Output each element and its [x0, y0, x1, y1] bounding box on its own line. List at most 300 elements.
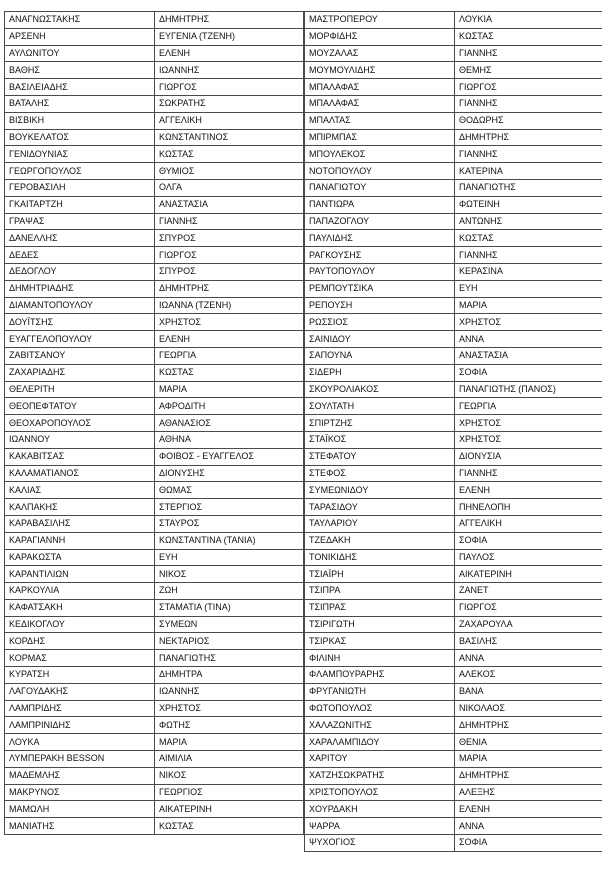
surname-cell: ΚΕΔΙΚΟΓΛΟΥ — [5, 616, 155, 633]
first-name-cell: ΓΙΑΝΝΗΣ — [455, 146, 602, 163]
first-name-cell: ΑΝΝΑ — [455, 818, 602, 835]
surname-cell: ΣΥΜΕΩΝΙΔΟΥ — [305, 482, 455, 499]
first-name-cell: ΘΟΔΩΡΗΣ — [455, 112, 602, 129]
table-row — [305, 835, 602, 852]
table-row — [305, 196, 602, 213]
table-row — [305, 683, 602, 700]
first-name-cell: ΘΥΜΙΟΣ — [155, 163, 304, 180]
first-name-cell: ΑΓΓΕΛΙΚΗ — [455, 515, 602, 532]
surname-cell: ΧΑΡΙΤΟΥ — [305, 751, 455, 768]
first-name-cell: ΑΙΜΙΛΙΑ — [155, 751, 304, 768]
table-row — [305, 448, 602, 465]
first-name-cell: ΓΙΩΡΓΟΣ — [155, 79, 304, 96]
surname-cell: ΣΑΠΟΥΝΑ — [305, 347, 455, 364]
surname-cell: ΖΑΒΙΤΣΑΝΟΥ — [5, 347, 155, 364]
first-name-cell: ΔΙΟΝΥΣΙΑ — [455, 448, 602, 465]
table-row — [305, 667, 602, 684]
surname-cell: ΔΕΔΟΓΛΟΥ — [5, 263, 155, 280]
first-name-cell: ΓΙΩΡΓΟΣ — [155, 247, 304, 264]
surname-cell: ΒΙΣΒΙΚΗ — [5, 112, 155, 129]
table-row — [305, 499, 602, 516]
surname-cell: ΡΕΠΟΥΣΗ — [305, 297, 455, 314]
first-name-cell: ΧΡΗΣΤΟΣ — [455, 415, 602, 432]
surname-cell: ΔΕΔΕΣ — [5, 247, 155, 264]
surname-cell: ΙΩΑΝΝΟΥ — [5, 431, 155, 448]
surname-cell: ΚΑΛΙΑΣ — [5, 482, 155, 499]
table-row — [5, 583, 304, 600]
surname-cell: ΜΠΑΛΤΑΣ — [305, 112, 455, 129]
table-row — [305, 415, 602, 432]
surname-cell: ΓΕΩΡΓΟΠΟΥΛΟΣ — [5, 163, 155, 180]
surname-cell: ΡΕΜΠΟΥΤΣΙΚΑ — [305, 280, 455, 297]
table-row — [305, 717, 602, 734]
surname-cell: ΤΣΙΑΪΡΗ — [305, 566, 455, 583]
table-row — [5, 129, 304, 146]
surname-cell: ΤΖΕΔΑΚΗ — [305, 532, 455, 549]
first-name-cell: ΧΡΗΣΤΟΣ — [455, 314, 602, 331]
surname-cell: ΦΩΤΟΠΟΥΛΟΣ — [305, 700, 455, 717]
first-name-cell: ΣΟΦΙΑ — [455, 532, 602, 549]
surname-cell: ΔΑΝΕΛΛΗΣ — [5, 230, 155, 247]
first-name-cell: ΖΩΗ — [155, 583, 304, 600]
surname-cell: ΤΣΙΡΙΓΩΤΗ — [305, 616, 455, 633]
table-row — [5, 499, 304, 516]
surname-cell: ΘΕΛΕΡΙΤΗ — [5, 381, 155, 398]
surname-cell: ΚΑΡΑΝΤΙΛΙΩΝ — [5, 566, 155, 583]
names-table-right-body — [305, 12, 602, 852]
first-name-cell: ΚΩΣΤΑΣ — [155, 146, 304, 163]
table-row — [305, 583, 602, 600]
table-row — [5, 431, 304, 448]
first-name-cell: ΧΡΗΣΤΟΣ — [155, 700, 304, 717]
first-name-cell: ΑΛΕΚΟΣ — [455, 667, 602, 684]
surname-cell: ΔΟΥΪΤΣΗΣ — [5, 314, 155, 331]
first-name-cell: ΑΝΤΩΝΗΣ — [455, 213, 602, 230]
surname-cell: ΕΥΑΓΓΕΛΟΠΟΥΛΟΥ — [5, 331, 155, 348]
first-name-cell: ΑΘΑΝΑΣΙΟΣ — [155, 415, 304, 432]
first-name-cell: ΚΩΣΤΑΣ — [155, 818, 304, 835]
table-row — [5, 616, 304, 633]
surname-cell: ΜΟΥΖΑΛΑΣ — [305, 45, 455, 62]
table-row — [305, 767, 602, 784]
surname-cell: ΤΟΝΙΚΙΔΗΣ — [305, 549, 455, 566]
table-row — [305, 549, 602, 566]
table-row — [305, 129, 602, 146]
first-name-cell: ΓΙΩΡΓΟΣ — [455, 599, 602, 616]
surname-cell: ΛΑΜΠΡΙΝΙΔΗΣ — [5, 717, 155, 734]
first-name-cell: ΓΙΑΝΝΗΣ — [455, 247, 602, 264]
surname-cell: ΓΕΡΟΒΑΣΙΛΗ — [5, 179, 155, 196]
surname-cell: ΧΑΛΑΖΩΝΙΤΗΣ — [305, 717, 455, 734]
table-row — [5, 767, 304, 784]
first-name-cell: ΖΑΝΕΤ — [455, 583, 602, 600]
first-name-cell: ΑΙΚΑΤΕΡΙΝΗ — [455, 566, 602, 583]
table-row — [305, 700, 602, 717]
first-name-cell: ΘΕΝΙΑ — [455, 734, 602, 751]
surname-cell: ΚΑΡΑΚΩΣΤΑ — [5, 549, 155, 566]
table-row — [5, 247, 304, 264]
first-name-cell: ΣΟΦΙΑ — [455, 364, 602, 381]
surname-cell: ΔΙΑΜΑΝΤΟΠΟΥΛΟΥ — [5, 297, 155, 314]
table-row — [5, 79, 304, 96]
first-name-cell: ΠΑΝΑΓΙΩΤΗΣ — [455, 179, 602, 196]
surname-cell: ΠΑΥΛΙΔΗΣ — [305, 230, 455, 247]
surname-cell: ΚΑΚΑΒΙΤΣΑΣ — [5, 448, 155, 465]
table-row — [5, 784, 304, 801]
surname-cell: ΨΥΧΟΓΙΟΣ — [305, 835, 455, 852]
first-name-cell: ΑΘΗΝΑ — [155, 431, 304, 448]
table-row — [305, 331, 602, 348]
surname-cell: ΜΑΣΤΡΟΠΕΡΟΥ — [305, 12, 455, 29]
table-row — [305, 247, 602, 264]
first-name-cell: ΠΑΝΑΓΙΩΤΗΣ (ΠΑΝΟΣ) — [455, 381, 602, 398]
surname-cell: ΚΥΡΑΤΣΗ — [5, 667, 155, 684]
table-row — [305, 465, 602, 482]
surname-cell: ΜΠΟΥΛΕΚΟΣ — [305, 146, 455, 163]
table-row — [5, 297, 304, 314]
first-name-cell: ΓΙΑΝΝΗΣ — [155, 213, 304, 230]
table-row — [5, 700, 304, 717]
surname-cell: ΣΤΑΪΚΟΣ — [305, 431, 455, 448]
table-row — [305, 633, 602, 650]
table-row — [305, 179, 602, 196]
table-row — [305, 482, 602, 499]
table-row — [5, 566, 304, 583]
table-row — [5, 482, 304, 499]
surname-cell: ΤΑΥΛΑΡΙΟΥ — [305, 515, 455, 532]
first-name-cell: ΑΝΝΑ — [455, 331, 602, 348]
table-row — [305, 751, 602, 768]
surname-cell: ΓΡΑΨΑΣ — [5, 213, 155, 230]
surname-cell: ΠΑΝΑΓΙΩΤΟΥ — [305, 179, 455, 196]
first-name-cell: ΓΕΩΡΓΙΑ — [155, 347, 304, 364]
table-row — [305, 146, 602, 163]
table-row — [5, 448, 304, 465]
surname-cell: ΚΑΡΚΟΥΛΙΑ — [5, 583, 155, 600]
surname-cell: ΚΟΡΜΑΣ — [5, 650, 155, 667]
first-name-cell: ΔΗΜΗΤΡΑ — [155, 667, 304, 684]
first-name-cell: ΚΑΤΕΡΙΝΑ — [455, 163, 602, 180]
surname-cell: ΒΟΥΚΕΛΑΤΟΣ — [5, 129, 155, 146]
table-row — [5, 818, 304, 835]
table-row — [305, 347, 602, 364]
surname-cell: ΣΠΙΡΤΖΗΣ — [305, 415, 455, 432]
table-row — [5, 347, 304, 364]
table-row — [5, 146, 304, 163]
first-name-cell: ΦΩΤΕΙΝΗ — [455, 196, 602, 213]
table-row — [305, 263, 602, 280]
table-row — [305, 616, 602, 633]
table-row — [5, 801, 304, 818]
first-name-cell: ΦΩΤΗΣ — [155, 717, 304, 734]
surname-cell: ΚΑΛΑΜΑΤΙΑΝΟΣ — [5, 465, 155, 482]
first-name-cell: ΜΑΡΙΑ — [455, 751, 602, 768]
names-table-right — [304, 11, 602, 852]
surname-cell: ΨΑΡΡΑ — [305, 818, 455, 835]
table-row — [305, 314, 602, 331]
surname-cell: ΧΑΡΑΛΑΜΠΙΔΟΥ — [305, 734, 455, 751]
first-name-cell: ΕΛΕΝΗ — [455, 482, 602, 499]
table-row — [305, 784, 602, 801]
table-row — [5, 515, 304, 532]
first-name-cell: ΠΑΥΛΟΣ — [455, 549, 602, 566]
table-row — [5, 398, 304, 415]
table-row — [305, 599, 602, 616]
surname-cell: ΜΑΚΡΥΝΟΣ — [5, 784, 155, 801]
table-row — [5, 667, 304, 684]
surname-cell: ΔΗΜΗΤΡΙΑΔΗΣ — [5, 280, 155, 297]
first-name-cell: ΕΥΗ — [455, 280, 602, 297]
table-row — [5, 381, 304, 398]
surname-cell: ΚΑΦΑΤΣΑΚΗ — [5, 599, 155, 616]
surname-cell: ΜΠΙΡΜΠΑΣ — [305, 129, 455, 146]
surname-cell: ΦΛΑΜΠΟΥΡΑΡΗΣ — [305, 667, 455, 684]
first-name-cell: ΣΤΕΡΓΙΟΣ — [155, 499, 304, 516]
table-row — [5, 650, 304, 667]
first-name-cell: ΔΗΜΗΤΡΗΣ — [455, 129, 602, 146]
table-row — [5, 45, 304, 62]
first-name-cell: ΓΙΑΝΝΗΣ — [455, 45, 602, 62]
first-name-cell: ΔΗΜΗΤΡΗΣ — [455, 717, 602, 734]
table-row — [5, 751, 304, 768]
table-row — [305, 112, 602, 129]
first-name-cell: ΜΑΡΙΑ — [455, 297, 602, 314]
surname-cell: ΛΥΜΠΕΡΑΚΗ BESSON — [5, 751, 155, 768]
first-name-cell: ΧΡΗΣΤΟΣ — [455, 431, 602, 448]
surname-cell: ΤΣΙΠΡΑΣ — [305, 599, 455, 616]
table-row — [305, 515, 602, 532]
first-name-cell: ΝΙΚΟΛΑΟΣ — [455, 700, 602, 717]
first-name-cell: ΓΙΩΡΓΟΣ — [455, 79, 602, 96]
table-row — [5, 179, 304, 196]
table-row — [5, 112, 304, 129]
first-name-cell: ΙΩΑΝΝΗΣ — [155, 683, 304, 700]
table-row — [5, 364, 304, 381]
first-name-cell: ΣΠΥΡΟΣ — [155, 230, 304, 247]
first-name-cell: ΕΥΓΕΝΙΑ (ΤΖΕΝΗ) — [155, 28, 304, 45]
names-table-left-body — [5, 12, 304, 835]
names-table-left — [4, 11, 304, 835]
table-row — [305, 364, 602, 381]
table-row — [5, 415, 304, 432]
surname-cell: ΚΟΡΔΗΣ — [5, 633, 155, 650]
first-name-cell: ΑΝΑΣΤΑΣΙΑ — [455, 347, 602, 364]
first-name-cell: ΙΩΑΝΝΑ (ΤΖΕΝΗ) — [155, 297, 304, 314]
table-row — [305, 297, 602, 314]
first-name-cell: ΚΩΝΣΤΑΝΤΙΝΑ (ΤΑΝΙΑ) — [155, 532, 304, 549]
first-name-cell: ΦΟΙΒΟΣ - ΕΥΑΓΓΕΛΟΣ — [155, 448, 304, 465]
surname-cell: ΣΑΙΝΙΔΟΥ — [305, 331, 455, 348]
surname-cell: ΒΑΣΙΛΕΙΑΔΗΣ — [5, 79, 155, 96]
surname-cell: ΡΑΓΚΟΥΣΗΣ — [305, 247, 455, 264]
surname-cell: ΣΟΥΛΤΑΤΗ — [305, 398, 455, 415]
first-name-cell: ΣΟΦΙΑ — [455, 835, 602, 852]
table-row — [305, 280, 602, 297]
table-row — [5, 62, 304, 79]
surname-cell: ΛΟΥΚΑ — [5, 734, 155, 751]
table-row — [305, 230, 602, 247]
surname-cell: ΠΑΝΤΙΩΡΑ — [305, 196, 455, 213]
first-name-cell: ΔΙΟΝΥΣΗΣ — [155, 465, 304, 482]
table-row — [305, 12, 602, 29]
first-name-cell: ΒΑΝΑ — [455, 683, 602, 700]
surname-cell: ΑΡΣΕΝΗ — [5, 28, 155, 45]
table-row — [5, 532, 304, 549]
surname-cell: ΜΟΡΦΙΔΗΣ — [305, 28, 455, 45]
first-name-cell: ΑΦΡΟΔΙΤΗ — [155, 398, 304, 415]
table-row — [305, 431, 602, 448]
table-row — [5, 683, 304, 700]
surname-cell: ΖΑΧΑΡΙΑΔΗΣ — [5, 364, 155, 381]
first-name-cell: ΣΥΜΕΩΝ — [155, 616, 304, 633]
surname-cell: ΒΑΘΗΣ — [5, 62, 155, 79]
first-name-cell: ΙΩΑΝΝΗΣ — [155, 62, 304, 79]
first-name-cell: ΝΙΚΟΣ — [155, 767, 304, 784]
first-name-cell: ΑΝΑΣΤΑΣΙΑ — [155, 196, 304, 213]
first-name-cell: ΠΑΝΑΓΙΩΤΗΣ — [155, 650, 304, 667]
table-row — [305, 381, 602, 398]
surname-cell: ΠΑΠΑΖΟΓΛΟΥ — [305, 213, 455, 230]
surname-cell: ΡΩΣΣΙΟΣ — [305, 314, 455, 331]
table-row — [5, 213, 304, 230]
table-row — [5, 12, 304, 29]
table-row — [305, 62, 602, 79]
first-name-cell: ΑΛΕΞΗΣ — [455, 784, 602, 801]
table-row — [5, 163, 304, 180]
surname-cell: ΜΑΜΩΛΗ — [5, 801, 155, 818]
table-row — [5, 331, 304, 348]
table-row — [5, 263, 304, 280]
table-row — [305, 532, 602, 549]
surname-cell: ΘΕΟΠΕΦΤΑΤΟΥ — [5, 398, 155, 415]
first-name-cell: ΚΩΝΣΤΑΝΤΙΝΟΣ — [155, 129, 304, 146]
first-name-cell: ΕΛΕΝΗ — [455, 801, 602, 818]
table-row — [305, 734, 602, 751]
first-name-cell: ΧΡΗΣΤΟΣ — [155, 314, 304, 331]
surname-cell: ΛΑΓΟΥΔΑΚΗΣ — [5, 683, 155, 700]
surname-cell: ΜΠΑΛΑΦΑΣ — [305, 79, 455, 96]
table-row — [5, 196, 304, 213]
first-name-cell: ΔΗΜΗΤΡΗΣ — [155, 12, 304, 29]
surname-cell: ΝΟΤΟΠΟΥΛΟΥ — [305, 163, 455, 180]
surname-cell: ΡΑΥΤΟΠΟΥΛΟΥ — [305, 263, 455, 280]
surname-cell: ΤΣΙΠΡΑ — [305, 583, 455, 600]
surname-cell: ΜΠΑΛΑΦΑΣ — [305, 95, 455, 112]
surname-cell: ΑΝΑΓΝΩΣΤΑΚΗΣ — [5, 12, 155, 29]
table-row — [5, 633, 304, 650]
first-name-cell: ΟΛΓΑ — [155, 179, 304, 196]
first-name-cell: ΚΕΡΑΣΙΝΑ — [455, 263, 602, 280]
first-name-cell: ΑΝΝΑ — [455, 650, 602, 667]
first-name-cell: ΘΕΜΗΣ — [455, 62, 602, 79]
first-name-cell: ΕΥΗ — [155, 549, 304, 566]
table-row — [305, 79, 602, 96]
surname-cell: ΦΡΥΓΑΝΙΩΤΗ — [305, 683, 455, 700]
table-row — [5, 717, 304, 734]
surname-cell: ΜΟΥΜΟΥΛΙΔΗΣ — [305, 62, 455, 79]
first-name-cell: ΖΑΧΑΡΟΥΛΑ — [455, 616, 602, 633]
surname-cell: ΓΚΑΙΤΑΡΤΖΗ — [5, 196, 155, 213]
table-row — [305, 45, 602, 62]
table-row — [5, 734, 304, 751]
surname-cell: ΣΙΔΕΡΗ — [305, 364, 455, 381]
surname-cell: ΚΑΡΑΒΑΣΙΛΗΣ — [5, 515, 155, 532]
table-row — [305, 650, 602, 667]
surname-cell: ΛΑΜΠΡΙΔΗΣ — [5, 700, 155, 717]
table-row — [5, 465, 304, 482]
table-row — [305, 28, 602, 45]
first-name-cell: ΣΩΚΡΑΤΗΣ — [155, 95, 304, 112]
first-name-cell: ΕΛΕΝΗ — [155, 45, 304, 62]
surname-cell: ΧΑΤΖΗΣΩΚΡΑΤΗΣ — [305, 767, 455, 784]
first-name-cell: ΓΙΑΝΝΗΣ — [455, 465, 602, 482]
surname-cell: ΑΥΛΩΝΙΤΟΥ — [5, 45, 155, 62]
first-name-cell: ΚΩΣΤΑΣ — [455, 230, 602, 247]
surname-cell: ΣΤΕΦΑΤΟΥ — [305, 448, 455, 465]
surname-cell: ΓΕΝΙΔΟΥΝΙΑΣ — [5, 146, 155, 163]
table-row — [305, 95, 602, 112]
table-row — [305, 213, 602, 230]
table-row — [5, 549, 304, 566]
table-row — [5, 314, 304, 331]
first-name-cell: ΓΕΩΡΓΙΑ — [455, 398, 602, 415]
first-name-cell: ΓΕΩΡΓΙΟΣ — [155, 784, 304, 801]
first-name-cell: ΕΛΕΝΗ — [155, 331, 304, 348]
first-name-cell: ΛΟΥΚΙΑ — [455, 12, 602, 29]
first-name-cell: ΚΩΣΤΑΣ — [155, 364, 304, 381]
surname-cell: ΤΑΡΑΣΙΔΟΥ — [305, 499, 455, 516]
surname-cell: ΚΑΡΑΓΙΑΝΝΗ — [5, 532, 155, 549]
table-row — [305, 398, 602, 415]
surname-cell: ΣΚΟΥΡΟΛΙΑΚΟΣ — [305, 381, 455, 398]
first-name-cell: ΣΠΥΡΟΣ — [155, 263, 304, 280]
first-name-cell: ΣΤΑΜΑΤΙΑ (ΤΙΝΑ) — [155, 599, 304, 616]
table-row — [5, 599, 304, 616]
first-name-cell: ΚΩΣΤΑΣ — [455, 28, 602, 45]
first-name-cell: ΔΗΜΗΤΡΗΣ — [155, 280, 304, 297]
table-row — [305, 801, 602, 818]
first-name-cell: ΣΤΑΥΡΟΣ — [155, 515, 304, 532]
first-name-cell: ΒΑΣΙΛΗΣ — [455, 633, 602, 650]
surname-cell: ΦΙΛΙΝΗ — [305, 650, 455, 667]
first-name-cell: ΔΗΜΗΤΡΗΣ — [455, 767, 602, 784]
first-name-cell: ΘΩΜΑΣ — [155, 482, 304, 499]
first-name-cell: ΓΙΑΝΝΗΣ — [455, 95, 602, 112]
table-row — [5, 230, 304, 247]
first-name-cell: ΝΙΚΟΣ — [155, 566, 304, 583]
surname-cell: ΚΑΛΠΑΚΗΣ — [5, 499, 155, 516]
surname-cell: ΤΣΙΡΚΑΣ — [305, 633, 455, 650]
first-name-cell: ΜΑΡΙΑ — [155, 734, 304, 751]
table-row — [5, 95, 304, 112]
table-row — [305, 818, 602, 835]
first-name-cell: ΠΗΝΕΛΟΠΗ — [455, 499, 602, 516]
surname-cell: ΜΑΝΙΑΤΗΣ — [5, 818, 155, 835]
table-row — [305, 163, 602, 180]
first-name-cell: ΑΙΚΑΤΕΡΙΝΗ — [155, 801, 304, 818]
table-row — [305, 566, 602, 583]
first-name-cell: ΝΕΚΤΑΡΙΟΣ — [155, 633, 304, 650]
surname-cell: ΣΤΕΦΟΣ — [305, 465, 455, 482]
first-name-cell: ΑΓΓΕΛΙΚΗ — [155, 112, 304, 129]
surname-cell: ΘΕΟΧΑΡΟΠΟΥΛΟΣ — [5, 415, 155, 432]
surname-cell: ΜΑΔΕΜΛΗΣ — [5, 767, 155, 784]
surname-cell: ΒΑΤΑΛΗΣ — [5, 95, 155, 112]
table-row — [5, 28, 304, 45]
table-row — [5, 280, 304, 297]
surname-cell: ΧΟΥΡΔΑΚΗ — [305, 801, 455, 818]
surname-cell: ΧΡΙΣΤΟΠΟΥΛΟΣ — [305, 784, 455, 801]
